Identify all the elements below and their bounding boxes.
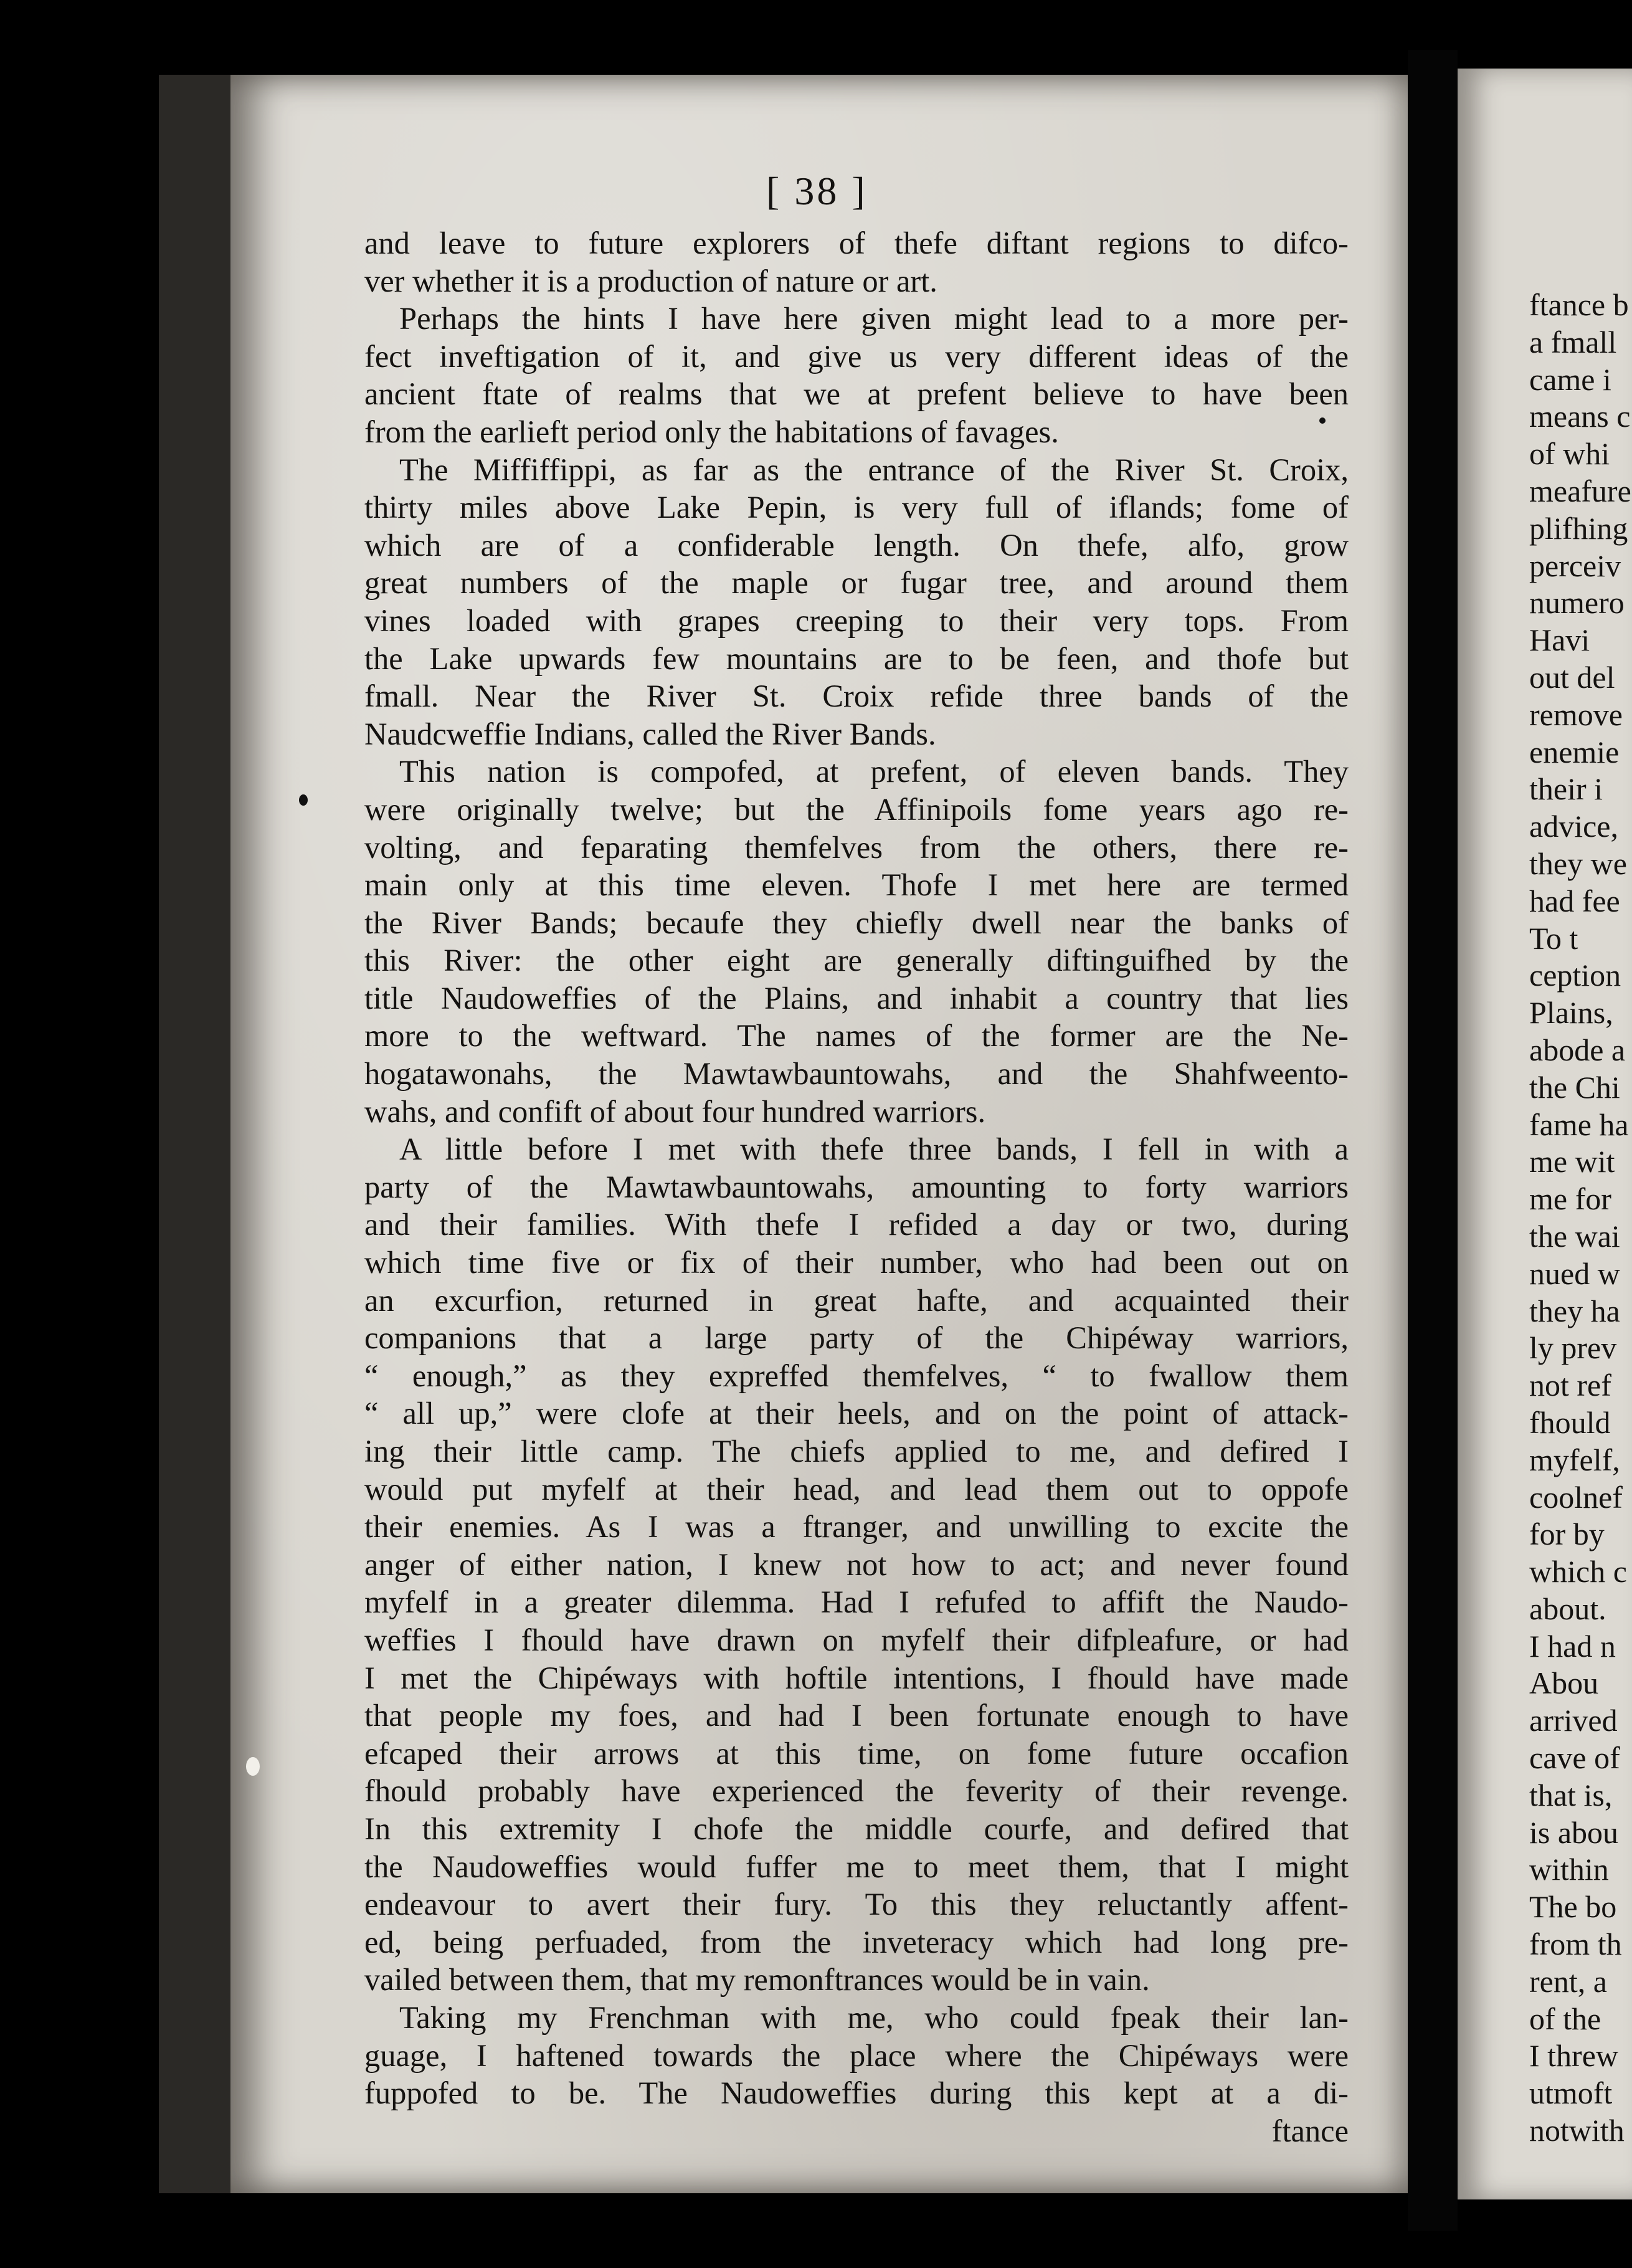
text-line: myfelf in a greater dilemma. Had I refufed to affift the Naudo- [364, 1584, 1349, 1620]
text-line: arrived [1529, 1703, 1618, 1738]
text-line: abode a [1529, 1032, 1626, 1067]
text-line: ed, being perfuaded, from the inveteracy which had long pre- [364, 1924, 1349, 1960]
text-line: from th [1529, 1927, 1622, 1962]
text-line: that is, [1529, 1777, 1613, 1813]
text-line: title Naudoweffies of the Plains, and inhabit a country that lies [364, 980, 1349, 1016]
text-line: Perhaps the hints I have here given might lead to a more per- [399, 301, 1349, 336]
ink-spot [299, 794, 308, 806]
text-line: To t [1529, 920, 1578, 956]
ink-spot [246, 1757, 260, 1776]
text-line: the wai [1529, 1218, 1620, 1254]
text-line: In this extremity I chofe the middle courfe, and defired that [364, 1811, 1349, 1846]
text-line: enemie [1529, 734, 1620, 770]
text-line: fhould probably have experienced the feverity of their revenge. [364, 1773, 1349, 1809]
text-line: from the earlieft period only the habitations of favages. [364, 414, 1059, 449]
text-line: “ enough,” as they expreffed themfelves, “ to fwallow them [364, 1358, 1349, 1393]
text-line: I met the Chipéways with hoftile intentions, I fhould have made [364, 1660, 1349, 1695]
text-line: vailed between them, that my remonftrances would be in vain. [364, 1962, 1150, 1998]
right-page-body-text [1529, 287, 1632, 2150]
text-line: I had n [1529, 1628, 1616, 1664]
text-line: thirty miles above Lake Pepin, is very full of iflands; fome of [364, 490, 1349, 525]
text-line: main only at this time eleven. Thofe I met here are termed [364, 867, 1349, 903]
text-line: efcaped their arrows at this time, on fome future occafion [364, 1735, 1349, 1771]
text-line: me for [1529, 1181, 1611, 1217]
text-line: the Lake upwards few mountains are to be feen, and thofe but [364, 641, 1349, 676]
text-line: fmall. Near the River St. Croix refide three bands of the [364, 679, 1349, 714]
text-line: fuppofed to be. The Naudoweffies during this kept at a di- [364, 2075, 1349, 2111]
text-line: more to the weftward. The names of the former are the Ne- [364, 1018, 1349, 1054]
text-line: ing their little camp. The chiefs applied to me, and defired I [364, 1434, 1349, 1469]
text-line: is abou [1529, 1814, 1619, 1850]
text-line: ftance b [1529, 287, 1629, 322]
page-number: [ 38 ] [766, 169, 868, 213]
text-line: anger of either nation, I knew not how to act; and never found [364, 1546, 1349, 1582]
text-line: which are of a confiderable length. On thefe, alfo, grow [364, 527, 1349, 563]
text-line: ancient ftate of realms that we at prefent believe to have been [364, 376, 1349, 412]
catchword: ftance [1271, 2113, 1349, 2148]
text-line: This nation is compofed, at prefent, of eleven bands. They [399, 754, 1349, 789]
text-line: which c [1529, 1554, 1627, 1589]
text-line: notwith [1529, 2113, 1625, 2148]
text-line: ver whether it is a production of nature or art. [364, 263, 937, 298]
text-line: within [1529, 1852, 1609, 1887]
text-line: and leave to future explorers of thefe diftant regions to difco- [364, 226, 1349, 260]
text-line: about. [1529, 1591, 1606, 1626]
text-line: their i [1529, 771, 1603, 807]
text-line: had fee [1529, 883, 1620, 918]
text-line: for by [1529, 1517, 1605, 1552]
text-line: came i [1529, 361, 1611, 397]
text-line: Naudcweffie Indians, called the River Bands. [364, 716, 936, 751]
text-line: advice, [1529, 809, 1618, 844]
text-line: me wit [1529, 1144, 1615, 1179]
ink-spot [1319, 417, 1326, 424]
text-line: endeavour to avert their fury. To this they reluctantly affent- [364, 1887, 1349, 1922]
text-line: I threw [1529, 2038, 1618, 2074]
text-line: “ all up,” were clofe at their heels, and on the point of attack- [364, 1396, 1349, 1431]
text-line: The Miffiffippi, as far as the entrance of the River St. Croix, [399, 452, 1349, 487]
text-line: the Chi [1529, 1069, 1620, 1105]
text-line: this River: the other eight are generally diftinguifhed by the [364, 943, 1349, 978]
page-gutter [1408, 50, 1458, 2231]
text-line: Taking my Frenchman with me, who could fpeak their lan- [399, 1999, 1349, 2035]
text-line: would put myfelf at their head, and lead them out to oppofe [364, 1471, 1349, 1507]
text-line: an excurfion, returned in great hafte, and acquainted their [364, 1282, 1349, 1318]
text-line: rent, a [1529, 1963, 1607, 1999]
text-line: which time five or fix of their number, who had been out on [364, 1245, 1349, 1280]
right-page-partial [1458, 69, 1632, 2199]
text-line: fame ha [1529, 1107, 1629, 1142]
text-line: the River Bands; becaufe they chiefly dwell near the banks of [364, 905, 1349, 940]
text-line: of the [1529, 2001, 1601, 2036]
text-line: guage, I haftened towards the place where the Chipéways were [364, 2037, 1349, 2073]
text-line: numero [1529, 585, 1625, 621]
text-line: vines loaded with grapes creeping to their very tops. From [364, 603, 1349, 638]
text-line: ception [1529, 958, 1621, 993]
book-binding-edge [159, 75, 234, 2193]
text-line: myfelf, [1529, 1442, 1620, 1477]
text-line: ly prev [1529, 1330, 1617, 1366]
text-line: volting, and feparating themfelves from the others, there re- [364, 829, 1349, 865]
text-line: cave of [1529, 1740, 1620, 1776]
text-line: coolnef [1529, 1479, 1623, 1515]
text-line: and their families. With thefe I refided a day or two, during [364, 1207, 1349, 1242]
text-line: plifhing [1529, 510, 1628, 546]
text-line: Abou [1529, 1665, 1599, 1701]
text-line: Plains, [1529, 995, 1613, 1031]
text-line: fect inveftigation of it, and give us very different ideas of the [364, 338, 1349, 374]
text-line: means c [1529, 399, 1631, 434]
text-line: perceiv [1529, 548, 1621, 583]
text-line: of whi [1529, 436, 1610, 472]
text-line: were originally twelve; but the Affinipoils fome years ago re- [364, 791, 1349, 827]
text-line: a fmall [1529, 324, 1617, 360]
text-line: remove [1529, 697, 1623, 732]
text-line: out del [1529, 659, 1615, 695]
text-line: The bo [1529, 1889, 1617, 1925]
text-line: fhould [1529, 1404, 1611, 1440]
left-page-body-text [364, 224, 1349, 2150]
text-line: they we [1529, 846, 1627, 881]
text-line: that people my foes, and had I been fortunate enough to have [364, 1698, 1349, 1733]
text-line: great numbers of the maple or fugar tree, and around them [364, 565, 1349, 601]
text-line: meafure [1529, 473, 1631, 508]
text-line: hogatawonahs, the Mawtawbauntowahs, and the Shahfweento- [364, 1056, 1349, 1092]
text-line: nued w [1529, 1256, 1620, 1291]
text-line: A little before I met with thefe three bands, I fell in with a [399, 1132, 1349, 1167]
text-line: Havi [1529, 622, 1590, 658]
text-line: utmoft [1529, 2075, 1613, 2111]
text-line: wahs, and confift of about four hundred warriors. [364, 1094, 986, 1129]
text-line: companions that a large party of the Chipéway warriors, [364, 1320, 1349, 1356]
text-line: not ref [1529, 1368, 1611, 1403]
text-line: the Naudoweffies would fuffer me to meet them, that I might [364, 1849, 1349, 1884]
text-line: weffies I fhould have drawn on myfelf their difpleafure, or had [364, 1622, 1349, 1657]
text-line: they ha [1529, 1293, 1620, 1328]
text-line: their enemies. As I was a ftranger, and unwilling to excite the [364, 1509, 1349, 1545]
text-line: party of the Mawtawbauntowahs, amounting to forty warriors [364, 1169, 1349, 1204]
